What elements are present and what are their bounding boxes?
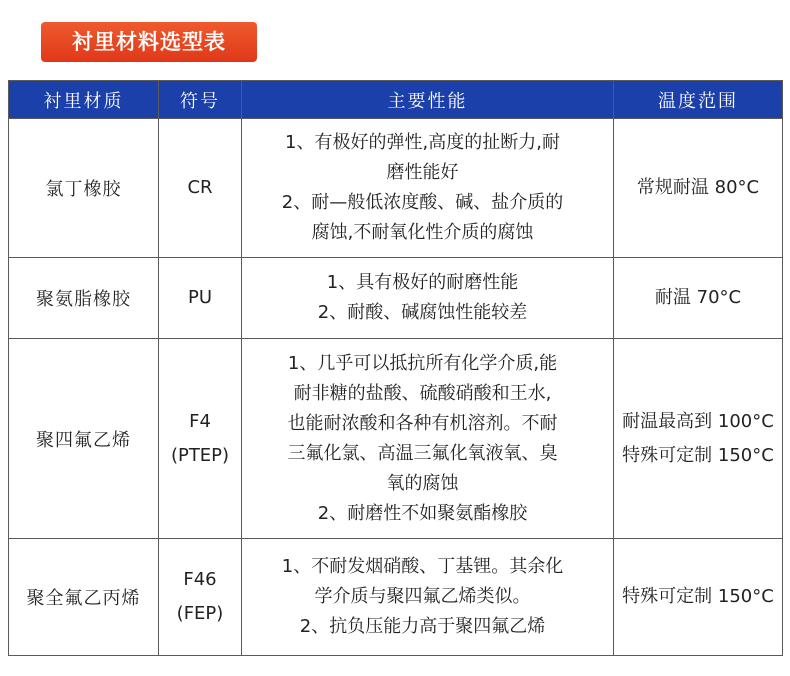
performance-line: 2、抗负压能力高于聚四氟乙烯 (299, 616, 546, 637)
symbol-line: (PTEP) (170, 444, 230, 466)
performance-cell (242, 119, 614, 258)
page-title: 衬里材料选型表 (41, 22, 257, 62)
header-symbol: 符号 (159, 81, 242, 119)
performance-line: 2、耐—般低浓度酸、碱、盐介质的 (281, 192, 564, 213)
table-header-row (9, 81, 783, 119)
temperature-cell (614, 339, 783, 539)
temperature-cell (614, 539, 783, 656)
material-cell: 聚全氟乙丙烯 (9, 539, 159, 656)
material-cell: 聚氨脂橡胶 (9, 258, 159, 339)
table-row (9, 258, 783, 339)
material-cell: 聚四氟乙烯 (9, 339, 159, 539)
symbol-line: CR (187, 177, 213, 198)
performance-line: 2、耐磨性不如聚氨酯橡胶 (317, 502, 528, 524)
performance-line: 1、具有极好的耐磨性能 (326, 272, 519, 293)
temperature-line: 耐温 70°C (654, 287, 742, 308)
performance-line: 磨性能好 (386, 162, 459, 183)
performance-line: 1、不耐发烟硝酸、丁基锂。其余化 (281, 556, 564, 577)
performance-line: 1、几乎可以抵抗所有化学介质,能 (287, 352, 558, 374)
performance-cell (242, 258, 614, 339)
symbol-cell (159, 258, 242, 339)
performance-line: 2、耐酸、碱腐蚀性能较差 (317, 302, 528, 323)
temperature-cell (614, 119, 783, 258)
performance-cell (242, 339, 614, 539)
temperature-line: 耐温最高到 100°C (622, 410, 774, 432)
material-selection-table (8, 80, 783, 656)
table-row (9, 339, 783, 539)
performance-line: 耐非糖的盐酸、硫酸硝酸和王水, (293, 382, 552, 404)
performance-line: 腐蚀,不耐氧化性介质的腐蚀 (311, 222, 534, 243)
symbol-cell (159, 119, 242, 258)
symbol-line: PU (187, 287, 213, 308)
performance-line: 1、有极好的弹性,高度的扯断力,耐 (285, 132, 560, 153)
material-cell: 氯丁橡胶 (9, 119, 159, 258)
performance-line: 三氟化氯、高温三氟化氧液氧、臭 (287, 442, 558, 464)
symbol-cell (159, 339, 242, 539)
performance-line: 氧的腐蚀 (386, 472, 459, 494)
table-row (9, 119, 783, 258)
symbol-line: F4 (189, 410, 211, 432)
header-performance: 主要性能 (242, 81, 614, 119)
header-material: 衬里材质 (9, 81, 159, 119)
symbol-cell (159, 539, 242, 656)
symbol-line: F46 (183, 569, 217, 590)
temperature-line: 特殊可定制 150°C (622, 444, 774, 466)
temperature-cell (614, 258, 783, 339)
performance-line: 也能耐浓酸和各种有机溶剂。不耐 (287, 412, 558, 434)
temperature-line: 常规耐温 80°C (636, 177, 760, 198)
performance-cell (242, 539, 614, 656)
performance-line: 学介质与聚四氟乙烯类似。 (314, 586, 531, 607)
symbol-line: (FEP) (176, 603, 224, 624)
temperature-line: 特殊可定制 150°C (622, 586, 774, 607)
header-temperature: 温度范围 (614, 81, 783, 119)
table-row (9, 539, 783, 656)
